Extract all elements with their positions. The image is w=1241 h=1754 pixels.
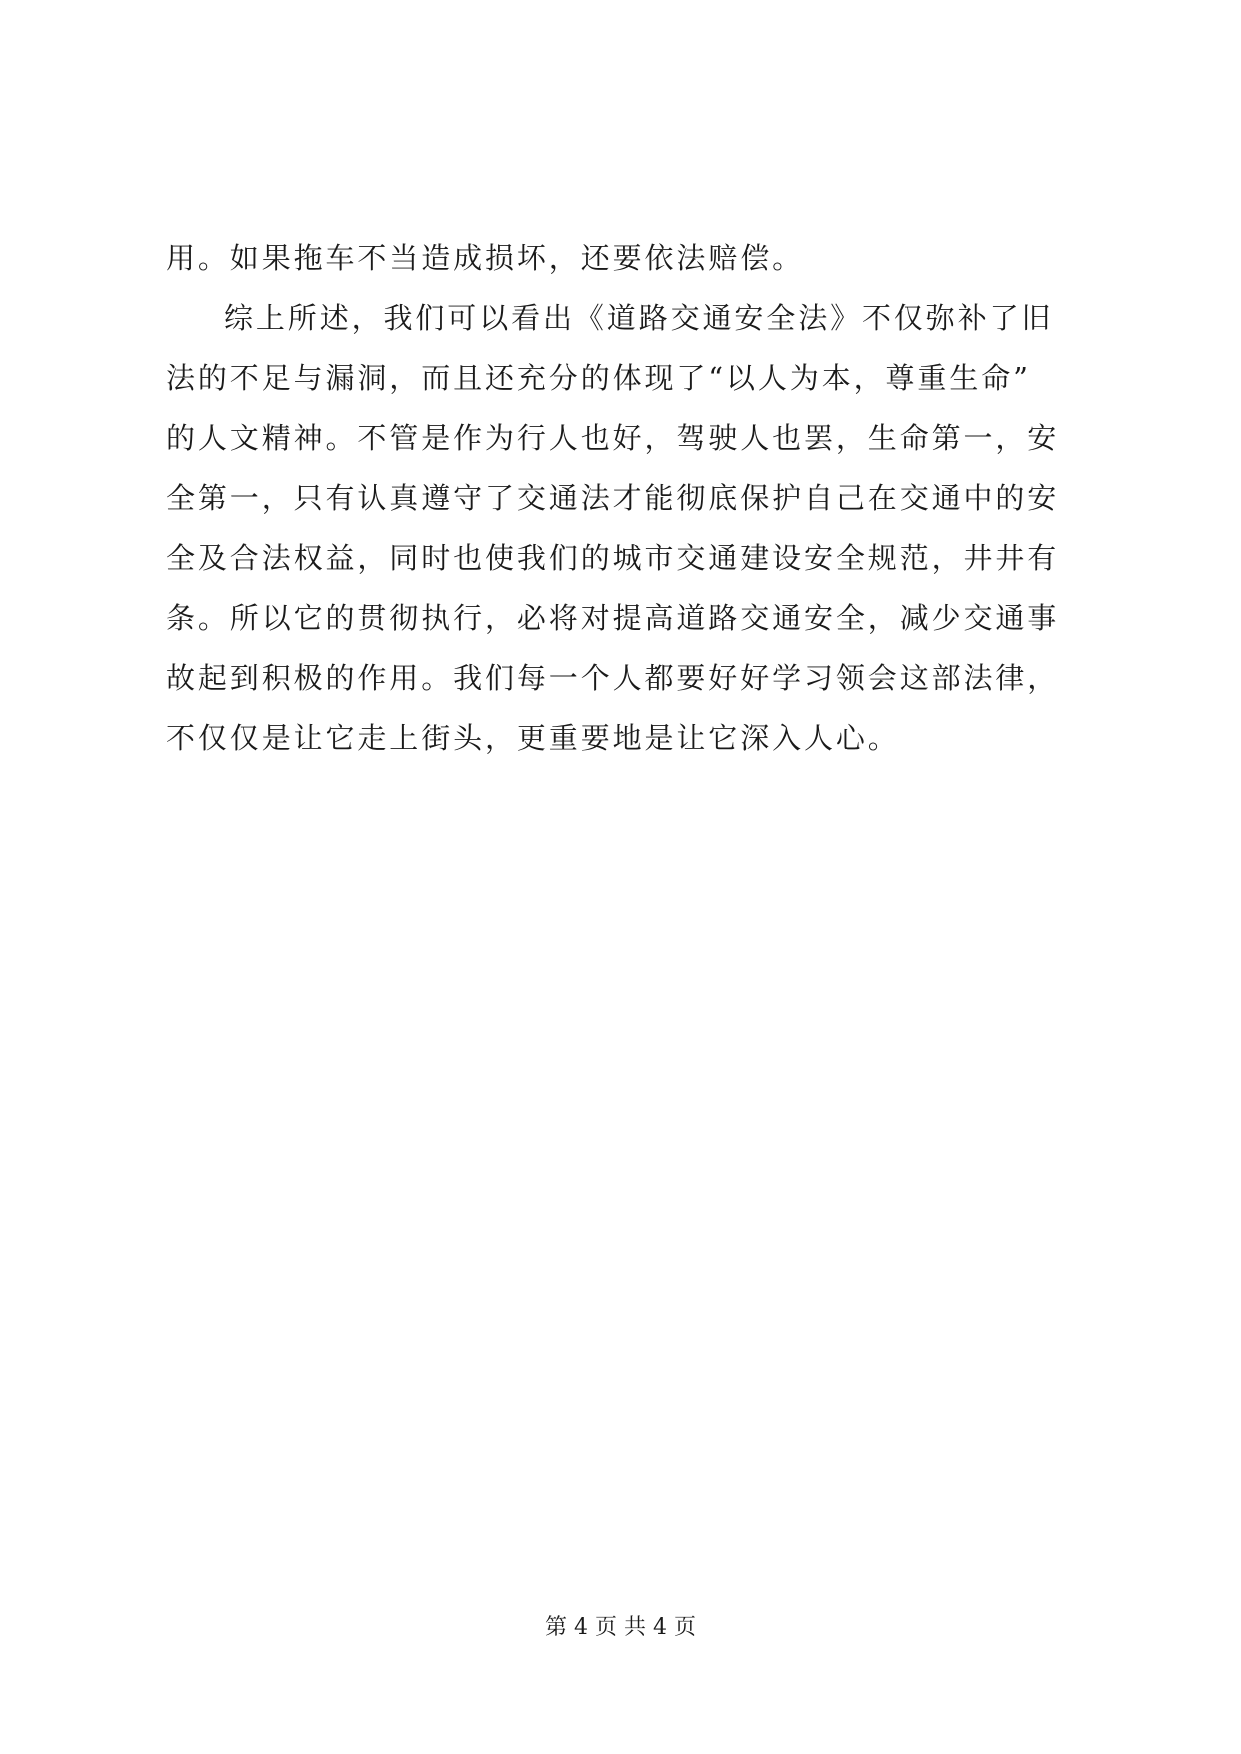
text-line: 故起到积极的作用。我们每一个人都要好好学习领会这部法律， xyxy=(166,661,1060,695)
text-line: 不仅仅是让它走上街头，更重要地是让它深入人心。 xyxy=(166,721,900,755)
text-line: 全第一，只有认真遵守了交通法才能彻底保护自己在交通中的安 xyxy=(166,481,1060,515)
document-body xyxy=(166,228,1078,768)
text-line: 全及合法权益，同时也使我们的城市交通建设安全规范，井井有 xyxy=(166,541,1060,575)
text-line: 的人文精神。不管是作为行人也好，驾驶人也罢，生命第一，安 xyxy=(166,421,1060,455)
page-number-footer: 第 4 页 共 4 页 xyxy=(545,1615,696,1640)
paragraph-first-line: 综上所述，我们可以看出《道路交通安全法》不仅弥补了旧 xyxy=(224,301,1054,335)
text-line: 法的不足与漏洞，而且还充分的体现了“以人为本，尊重生命” xyxy=(166,361,1031,395)
text-line: 用。如果拖车不当造成损坏，还要依法赔偿。 xyxy=(166,241,805,275)
text-line: 条。所以它的贯彻执行，必将对提高道路交通安全，减少交通事 xyxy=(166,601,1060,635)
